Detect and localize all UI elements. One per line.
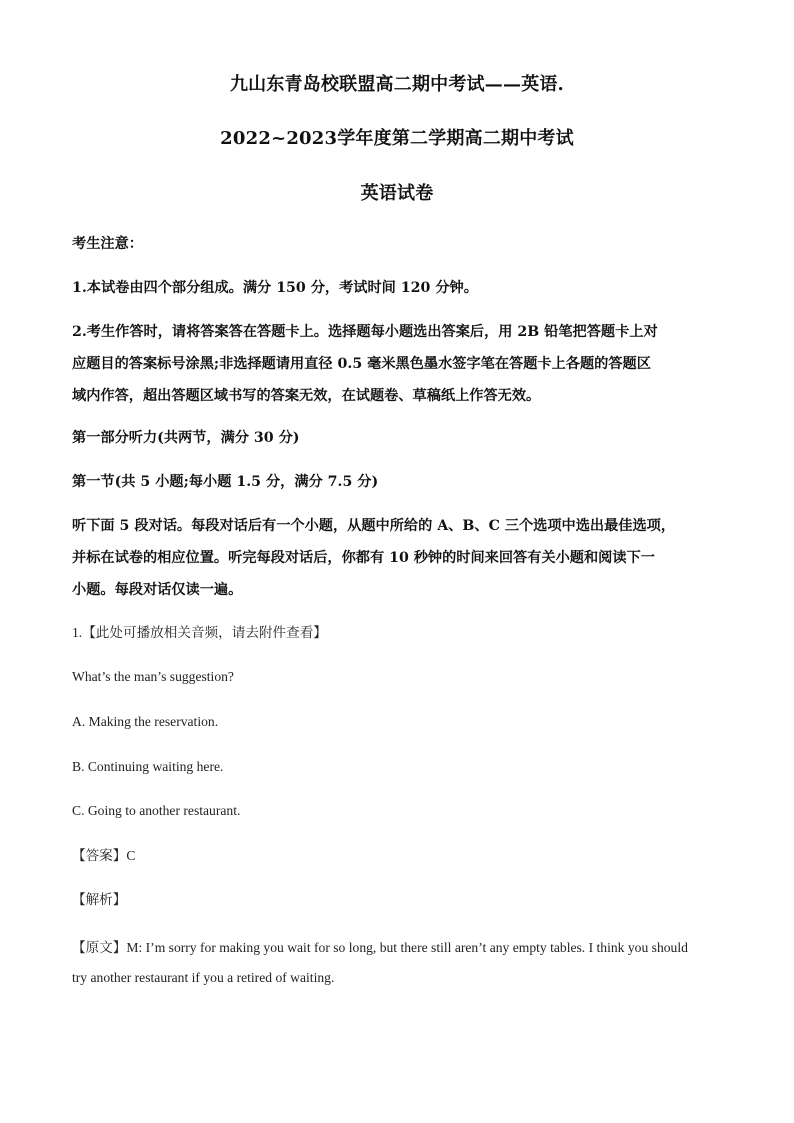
answer-label: 【答案】 <box>72 848 127 863</box>
question-1-audio-link[interactable]: 1.【此处可播放相关音频，请去附件查看】 <box>72 625 327 640</box>
section-subsection-heading: 第一节(共 5 小题;每小题 1.5 分，满分 7.5 分) <box>72 474 379 490</box>
question-1-stem: What’s the man’s suggestion? <box>72 669 234 684</box>
notice-item-2-line: 域内作答，超出答题区域书写的答案无效，在试题卷、草稿纸上作答无效。 <box>72 388 541 404</box>
transcript-text: M: I’m sorry for making you wait for so long, but there still aren’t any empty tables. I think you should <box>126 940 688 955</box>
instructions-line: 小题。每段对话仅读一遍。 <box>72 582 243 598</box>
exam-title-line3: 英语试卷 <box>360 183 434 204</box>
exam-title-line1: 九山东青岛校联盟高二期中考试——英语. <box>229 74 565 95</box>
section-part-heading: 第一部分听力(共两节，满分 30 分) <box>72 430 300 446</box>
answer-value: C <box>126 848 136 863</box>
answer-row <box>72 845 724 867</box>
instructions-line: 听下面 5 段对话。每段对话后有一个小题，从题中所给的 A、B、C 三个选项中选出最佳选项， <box>72 518 676 534</box>
notice-item-1: 1.本试卷由四个部分组成。满分 150 分，考试时间 120 分钟。 <box>72 280 478 296</box>
option-b: B. Continuing waiting here. <box>72 759 224 774</box>
notice-item-2-line: 2.考生作答时，请将答案答在答题卡上。选择题每小题选出答案后，用 2B 铅笔把答题卡上对 <box>72 324 658 340</box>
analysis-label: 【解析】 <box>72 892 127 907</box>
section-instructions <box>72 510 724 606</box>
instructions-line: 并标在试卷的相应位置。听完每段对话后，你都有 10 秒钟的时间来回答有关小题和阅读下一 <box>72 550 655 566</box>
option-c: C. Going to another restaurant. <box>72 803 241 818</box>
exam-title-line2: 2022~2023学年度第二学期高二期中考试 <box>220 128 574 149</box>
transcript-line <box>72 933 724 963</box>
notice-item-2 <box>72 316 724 412</box>
notice-item-2-line: 应题目的答案标号涂黑;非选择题请用直径 0.5 毫米黑色墨水签字笔在答题卡上各题的答题区 <box>72 356 651 372</box>
option-a: A. Making the reservation. <box>72 714 219 729</box>
notice-heading: 考生注意： <box>72 236 143 252</box>
transcript-label: 【原文】 <box>72 940 127 955</box>
transcript-line: try another restaurant if you a retired of waiting. <box>72 970 335 985</box>
transcript <box>72 933 724 993</box>
